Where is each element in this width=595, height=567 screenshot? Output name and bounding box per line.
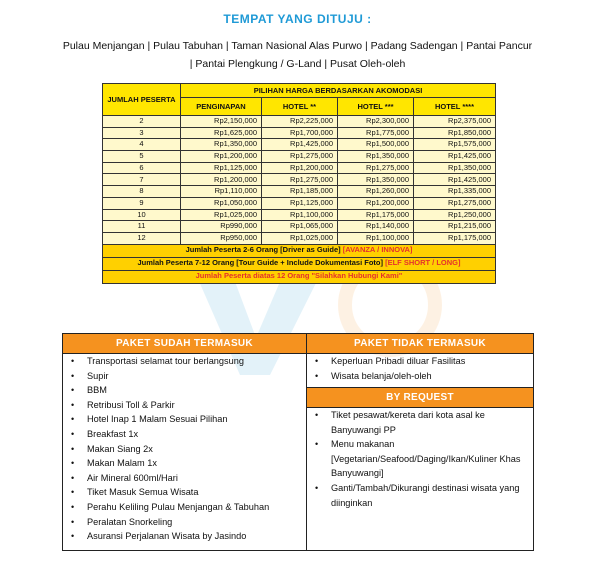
excluded-section	[307, 334, 533, 550]
column-header-penginapan: PENGINAPAN	[181, 98, 262, 116]
pax-cell: 8	[103, 186, 181, 198]
table-row	[103, 174, 496, 186]
price-cell-hotel-3: Rp1,275,000	[338, 162, 414, 174]
price-cell-hotel-3: Rp1,350,000	[338, 174, 414, 186]
note-tour-guide	[103, 257, 496, 270]
pax-cell: 10	[103, 209, 181, 221]
excluded-header: PAKET TIDAK TERMASUK	[307, 334, 533, 354]
list-item: • Keperluan Pribadi diluar Fasilitas	[307, 354, 533, 369]
table-row	[103, 186, 496, 198]
table-row	[103, 116, 496, 128]
pax-header: JUMLAH PESERTA	[103, 84, 181, 116]
price-cell-penginapan: Rp1,625,000	[181, 127, 262, 139]
list-item: • Ganti/Tambah/Dikurangi destinasi wisata yang diinginkan	[307, 481, 533, 510]
price-cell-hotel-2: Rp1,200,000	[262, 162, 338, 174]
price-cell-penginapan: Rp1,050,000	[181, 197, 262, 209]
pax-cell: 5	[103, 151, 181, 163]
list-item: • Tiket Masuk Semua Wisata	[63, 485, 306, 500]
price-cell-hotel-2: Rp1,700,000	[262, 127, 338, 139]
pax-cell: 2	[103, 116, 181, 128]
pax-cell: 6	[103, 162, 181, 174]
included-list	[63, 354, 306, 544]
table-row	[103, 232, 496, 244]
price-cell-hotel-3: Rp1,140,000	[338, 221, 414, 233]
table-row	[103, 139, 496, 151]
price-cell-hotel-2: Rp1,065,000	[262, 221, 338, 233]
price-cell-hotel-2: Rp1,125,000	[262, 197, 338, 209]
price-cell-penginapan: Rp1,125,000	[181, 162, 262, 174]
price-cell-penginapan: Rp1,110,000	[181, 186, 262, 198]
list-item: • Perahu Keliling Pulau Menjangan & Tabuhan	[63, 500, 306, 515]
list-item: • Peralatan Snorkeling	[63, 515, 306, 530]
price-cell-hotel-3: Rp1,200,000	[338, 197, 414, 209]
column-header-hotel-3: HOTEL ***	[338, 98, 414, 116]
pax-cell: 7	[103, 174, 181, 186]
price-cell-hotel-2: Rp2,225,000	[262, 116, 338, 128]
price-table	[102, 83, 496, 284]
list-item: • Air Mineral 600ml/Hari	[63, 471, 306, 486]
price-cell-penginapan: Rp1,200,000	[181, 174, 262, 186]
column-header-hotel-2: HOTEL **	[262, 98, 338, 116]
list-item: • Asuransi Perjalanan Wisata by Jasindo	[63, 529, 306, 544]
list-item: • Supir	[63, 369, 306, 384]
price-cell-hotel-4: Rp1,575,000	[414, 139, 496, 151]
price-cell-hotel-4: Rp1,215,000	[414, 221, 496, 233]
price-cell-hotel-2: Rp1,425,000	[262, 139, 338, 151]
price-table-body	[103, 116, 496, 245]
table-row	[103, 162, 496, 174]
price-cell-hotel-3: Rp1,100,000	[338, 232, 414, 244]
list-item: • Retribusi Toll & Parkir	[63, 398, 306, 413]
destinations-list	[40, 37, 555, 73]
price-cell-hotel-4: Rp1,275,000	[414, 197, 496, 209]
included-header: PAKET SUDAH TERMASUK	[63, 334, 306, 354]
table-row	[103, 209, 496, 221]
price-cell-hotel-2: Rp1,275,000	[262, 174, 338, 186]
pax-cell: 9	[103, 197, 181, 209]
price-cell-hotel-3: Rp1,500,000	[338, 139, 414, 151]
by-request-header: BY REQUEST	[307, 388, 533, 408]
by-request-list	[307, 408, 533, 510]
price-cell-hotel-4: Rp1,425,000	[414, 174, 496, 186]
price-cell-hotel-4: Rp1,350,000	[414, 162, 496, 174]
note-driver-guide-vehicle: [AVANZA / INNOVA]	[342, 245, 413, 255]
pax-cell: 12	[103, 232, 181, 244]
pax-cell: 4	[103, 139, 181, 151]
price-cell-hotel-3: Rp2,300,000	[338, 116, 414, 128]
table-row	[103, 127, 496, 139]
price-cell-penginapan: Rp1,350,000	[181, 139, 262, 151]
price-cell-hotel-3: Rp1,350,000	[338, 151, 414, 163]
price-cell-hotel-2: Rp1,275,000	[262, 151, 338, 163]
table-row	[103, 151, 496, 163]
table-row	[103, 197, 496, 209]
list-item: • Breakfast 1x	[63, 427, 306, 442]
note-tour-guide-vehicle: [ELF SHORT / LONG]	[385, 258, 461, 268]
list-item: • Transportasi selamat tour berlangsung	[63, 354, 306, 369]
note-driver-guide	[103, 244, 496, 257]
note-driver-guide-text: Jumlah Peserta 2-6 Orang [Driver as Guide]	[185, 245, 343, 255]
price-cell-hotel-2: Rp1,185,000	[262, 186, 338, 198]
price-cell-hotel-4: Rp1,175,000	[414, 232, 496, 244]
list-item: • Menu makanan [Vegetarian/Seafood/Daging/Ikan/Kuliner Khas Banyuwangi]	[307, 437, 533, 481]
price-cell-hotel-4: Rp1,250,000	[414, 209, 496, 221]
price-cell-hotel-4: Rp1,425,000	[414, 151, 496, 163]
destinations-line-2: | Pantai Plengkung / G-Land | Pusat Oleh-oleh	[189, 58, 406, 70]
page-title: TEMPAT YANG DITUJU :	[223, 12, 372, 26]
list-item: • BBM	[63, 383, 306, 398]
price-cell-hotel-2: Rp1,100,000	[262, 209, 338, 221]
price-cell-hotel-4: Rp2,375,000	[414, 116, 496, 128]
list-item: • Hotel Inap 1 Malam Sesuai Pilihan	[63, 412, 306, 427]
price-cell-hotel-4: Rp1,850,000	[414, 127, 496, 139]
price-cell-hotel-3: Rp1,775,000	[338, 127, 414, 139]
price-cell-penginapan: Rp1,200,000	[181, 151, 262, 163]
price-cell-penginapan: Rp990,000	[181, 221, 262, 233]
excluded-list	[307, 354, 533, 388]
column-header-hotel-4: HOTEL ****	[414, 98, 496, 116]
destinations-line-1: Pulau Menjangan | Pulau Tabuhan | Taman Nasional Alas Purwo | Padang Sadengan | Pantai Pancur	[62, 40, 533, 52]
price-cell-hotel-2: Rp1,025,000	[262, 232, 338, 244]
list-item: • Makan Malam 1x	[63, 456, 306, 471]
pax-cell: 3	[103, 127, 181, 139]
note-tour-guide-text: Jumlah Peserta 7-12 Orang [Tour Guide + Include Dokumentasi Foto]	[137, 258, 386, 268]
list-item: • Tiket pesawat/kereta dari kota asal ke Banyuwangi PP	[307, 408, 533, 437]
price-cell-penginapan: Rp950,000	[181, 232, 262, 244]
price-cell-hotel-3: Rp1,260,000	[338, 186, 414, 198]
list-item: • Wisata belanja/oleh-oleh	[307, 369, 533, 384]
list-item: • Makan Siang 2x	[63, 442, 306, 457]
price-cell-penginapan: Rp1,025,000	[181, 209, 262, 221]
pax-cell: 11	[103, 221, 181, 233]
included-section	[63, 334, 307, 550]
price-cell-hotel-4: Rp1,335,000	[414, 186, 496, 198]
table-row	[103, 221, 496, 233]
note-contact-us: Jumlah Peserta diatas 12 Orang "Silahkan Hubungi Kami"	[103, 270, 496, 283]
price-cell-penginapan: Rp2,150,000	[181, 116, 262, 128]
price-cell-hotel-3: Rp1,175,000	[338, 209, 414, 221]
package-details	[62, 333, 534, 551]
accommodation-header: PILIHAN HARGA BERDASARKAN AKOMODASI	[181, 84, 496, 98]
